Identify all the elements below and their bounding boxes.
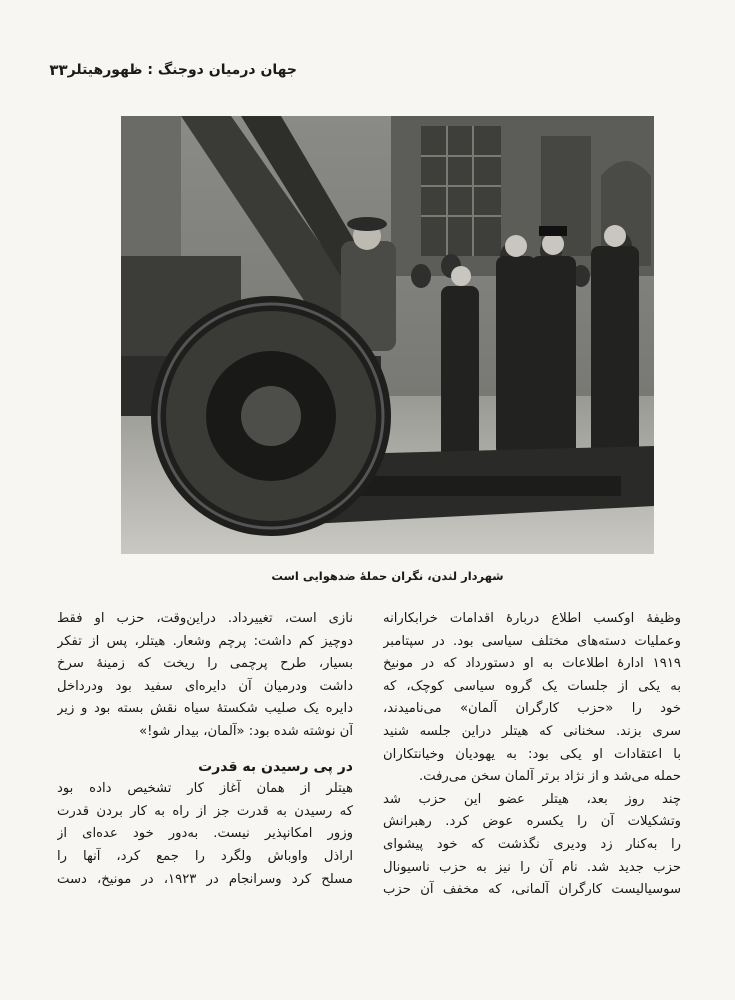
text-line: داشت ودرمیان آن دایره‌ای سفید بود ودرداخل <box>57 678 353 694</box>
left-text-column <box>57 608 353 891</box>
text-line: با اعتقادات او یکی بود: به یهودیان وخیانتکاران <box>383 746 681 762</box>
text-line: هیتلر از همان آغاز کار تشخیص داده بود <box>57 781 353 797</box>
text-line: به یکی از جلسات یک گروه سیاسی کوچک، که <box>383 678 681 694</box>
text-line: آن نوشته شده بود: «آلمان، بیدار شو!» <box>139 723 353 739</box>
section-subheading: در پی رسیدن به قدرت <box>198 758 353 775</box>
text-line: وظیفهٔ اوکسب اطلاع دربارهٔ اقدامات خرابکارانه <box>383 611 681 626</box>
text-line: نازی است، تغییرداد. دراین‌وقت، حزب او فقط <box>57 611 353 626</box>
text-line: وعملیات دسته‌های مختلف سیاسی بود. در سپتامبر <box>383 633 681 649</box>
chapter-title: جهان درمیان دوجنگ : ظهورهیتلر <box>67 62 297 78</box>
text-line: وتشکیلات آن را یکسره عوض کرد. رهبرانش <box>383 814 681 830</box>
photo-caption: شهردار لندن، نگران حملهٔ ضدهوایی است <box>271 569 504 583</box>
text-line: بسیار، طرح پرچمی را ریخت که زمینهٔ سرخ <box>57 656 353 672</box>
text-line: ۱۹۱۹ ادارهٔ اطلاعات به او دستورداد که در مونیخ <box>383 656 681 672</box>
text-line: دایره یک صلیب شکستهٔ سیاه نقش بسته بود و زیر <box>57 701 353 717</box>
page-number: ۳۳ <box>49 61 68 79</box>
text-line: دوچیز کم داشت: پرچم وشعار. هیتلر، پس از تفکر <box>57 633 353 649</box>
text-line: وزور امکانپذیر نیست. به‌دور خود عده‌ای از <box>57 826 353 842</box>
text-line: چند روز بعد، هیتلر عضو این حزب شد <box>383 791 681 807</box>
text-line: سوسیالیست کارگران آلمانی، که مخفف آن حزب <box>383 882 681 898</box>
running-header <box>49 58 297 82</box>
text-line: را به‌کنار زد ودیری نگذشت که خود پیشوای <box>383 836 681 852</box>
text-line: مسلح کرد وسرانجام در ۱۹۲۳، در مونیخ، دست <box>57 871 353 887</box>
text-line: اراذل واوباش ولگرد را جمع کرد، آنها را <box>57 848 353 864</box>
text-line: حمله می‌شد و از نژاد برتر آلمان سخن می‌رفت. <box>418 769 681 785</box>
text-line: خود را «حزب کارگران آلمان» می‌نامیدند، <box>383 701 681 717</box>
text-line: که رسیدن به قدرت جز از راه به کار بردن قدرت <box>57 803 353 819</box>
text-line: حزب جدید شد. نام آن را نیز به حزب ناسیونال <box>383 859 681 875</box>
right-text-column <box>383 608 681 902</box>
archival-photo <box>121 116 654 554</box>
text-line: سری بزند. سخنانی که هیتلر دراین جلسه شنید <box>383 723 681 739</box>
anti-aircraft-gun-photo <box>121 116 654 554</box>
